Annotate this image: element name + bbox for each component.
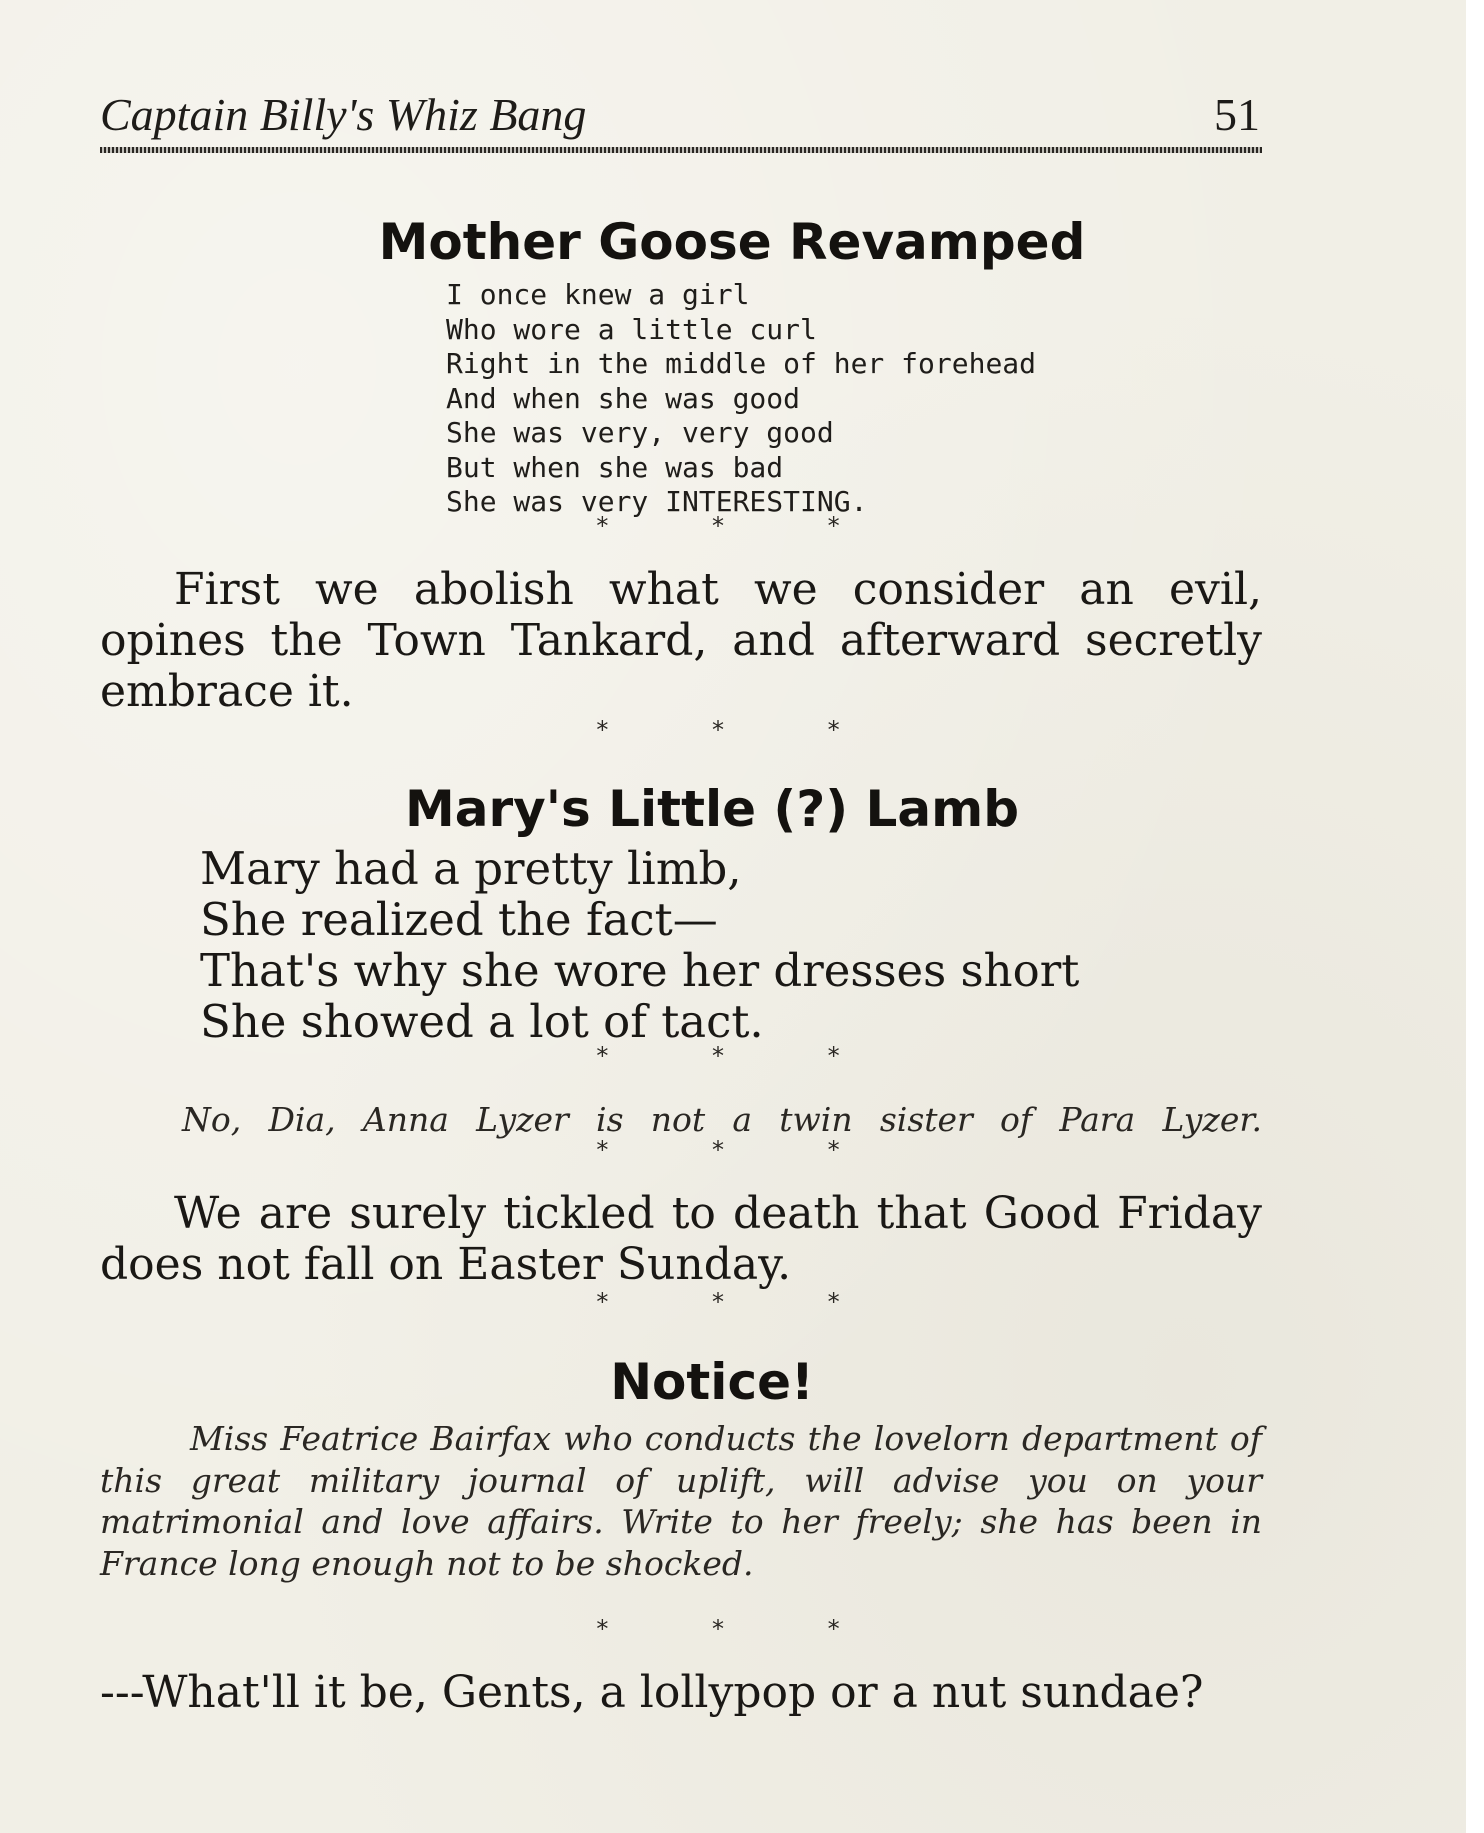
poem-line: I once knew a girl: [446, 278, 750, 311]
poem-line: She was very INTERESTING.: [446, 485, 868, 518]
separator: * * *: [596, 1042, 888, 1070]
separator: * * *: [596, 1136, 888, 1164]
town-tankard-paragraph: [100, 564, 1262, 717]
poem-line: That's why she wore her dresses short: [200, 944, 1080, 997]
separator: * * *: [596, 1288, 888, 1316]
running-header: [100, 88, 1260, 150]
town-tankard-text: First we abolish what we consider an evil, opines the Town Tankard, and afterward secretly embrace it.: [100, 564, 1262, 717]
lollypop-paragraph: [100, 1667, 1262, 1718]
mother-goose-poem: [446, 278, 1036, 520]
magazine-title: Captain Billy's Whiz Bang: [100, 89, 587, 140]
good-friday-paragraph: [100, 1188, 1262, 1290]
separator: * * *: [596, 716, 888, 744]
poem-line: But when she was bad: [446, 450, 784, 484]
separator: * * *: [596, 512, 888, 540]
separator: * * *: [596, 1615, 888, 1643]
header-rule: [100, 147, 1262, 153]
poem-line: She showed a lot of tact.: [200, 995, 764, 1048]
poem-line: And when she was good: [446, 381, 801, 415]
mother-goose-title: Mother Goose Revamped: [378, 213, 1086, 271]
poem-line: Right in the middle of her forehead: [446, 347, 1037, 380]
marys-lamb-title: Mary's Little (?) Lamb: [404, 780, 1020, 838]
notice-title: Notice!: [610, 1353, 814, 1411]
anna-lyzer-line: No, Dia, Anna Lyzer is not a twin sister of Para Lyzer.: [182, 1100, 1262, 1139]
marys-lamb-poem: [200, 843, 1079, 1047]
notice-text: Miss Featrice Bairfax who conducts the lovelorn department of this great military journal of uplift, will advise you on your matrimonial and love affairs. Write to her freely; she has been in France long enough not to be shocked.: [100, 1419, 1262, 1583]
lollypop-text: ---What'll it be, Gents, a lollypop or a nut sundae?: [100, 1667, 1204, 1718]
page-edge: [1466, 0, 1484, 1833]
notice-paragraph: [100, 1418, 1262, 1584]
poem-line: Mary had a pretty limb,: [200, 842, 742, 895]
good-friday-text: We are surely tickled to death that Good Friday does not fall on Easter Sunday.: [100, 1188, 1262, 1290]
poem-line: She was very, very good: [446, 416, 834, 449]
page-number: 51: [1214, 89, 1260, 140]
poem-line: Who wore a little curl: [446, 312, 817, 346]
poem-line: She realized the fact—: [200, 893, 718, 946]
